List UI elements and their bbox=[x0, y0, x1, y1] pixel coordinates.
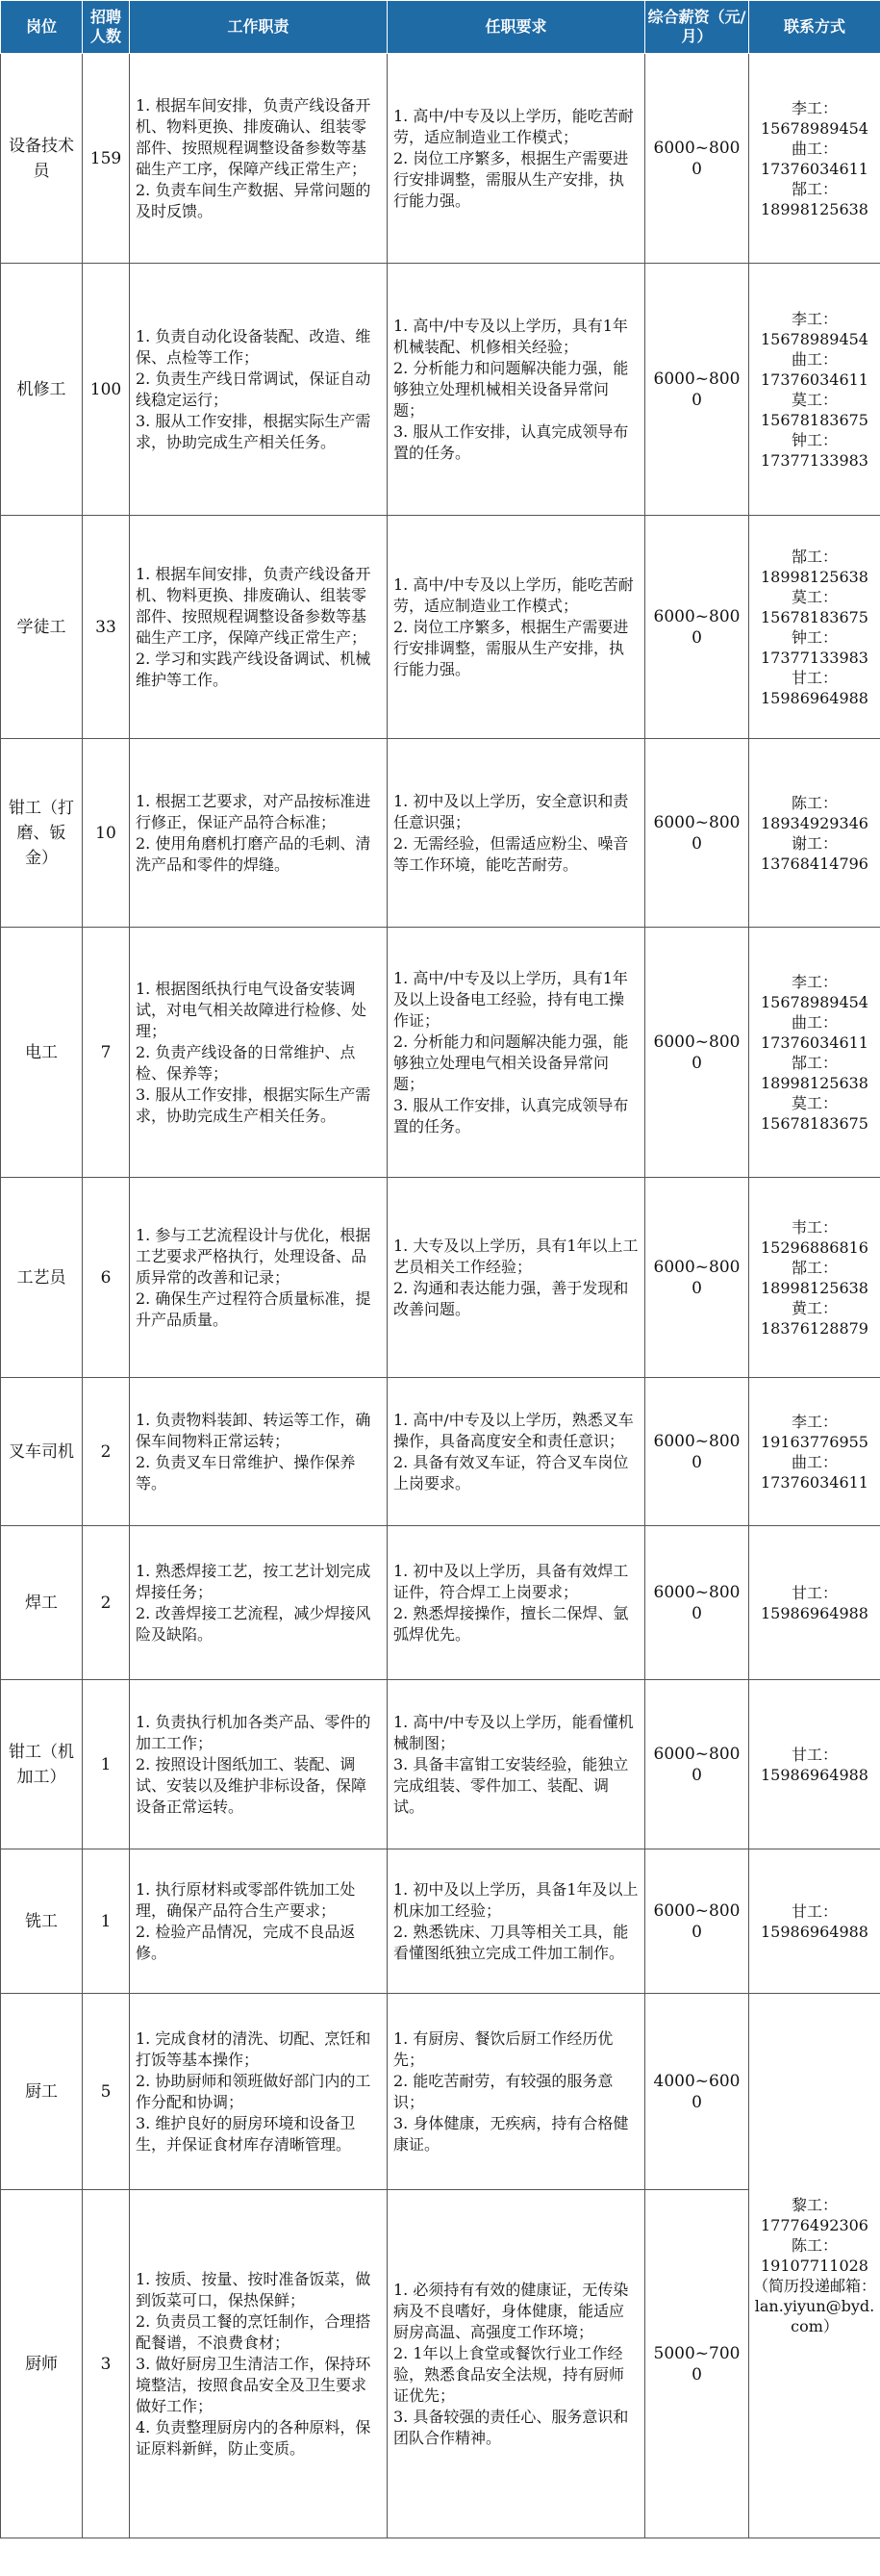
requirements-cell bbox=[388, 1849, 645, 1994]
duties-cell bbox=[130, 516, 388, 739]
requirement-line: 3. 具备丰富钳工安装经验，能独立完成组装、零件加工、装配、调试。 bbox=[393, 1754, 629, 1816]
position-cell: 焊工 bbox=[1, 1526, 83, 1680]
position-cell: 铣工 bbox=[1, 1849, 83, 1994]
table-row bbox=[1, 739, 880, 928]
contact-line: 韦工： bbox=[791, 1217, 838, 1237]
position-cell: 设备技术员 bbox=[1, 54, 83, 264]
salary-cell: 5000~7000 bbox=[645, 2190, 749, 2538]
contact-cell bbox=[749, 1849, 880, 1994]
contact-line: 陈工： bbox=[791, 793, 838, 812]
header-duties: 工作职责 bbox=[130, 1, 388, 54]
contact-line: 莫工： bbox=[791, 390, 838, 409]
contact-cell bbox=[749, 928, 880, 1178]
contact-line: 谢工： bbox=[791, 833, 838, 853]
contact-line: 甘工： bbox=[791, 668, 838, 687]
duty-line: 1. 执行原材料或零部件铣加工处理，确保产品符合生产要求； bbox=[136, 1879, 356, 1920]
table-row bbox=[1, 928, 880, 1178]
duty-line: 2. 确保生产过程符合质量标准，提升产品质量。 bbox=[136, 1288, 371, 1329]
requirements-cell bbox=[388, 1178, 645, 1378]
contact-line: 莫工： bbox=[791, 1093, 838, 1112]
requirement-line: 1. 必须持有有效的健康证，无传染病及不良嗜好，身体健康，能适应厨房高温、高强度工作环境； bbox=[393, 2280, 629, 2341]
contact-line: 15986964988 bbox=[761, 1765, 868, 1784]
contact-line: 曲工： bbox=[791, 139, 838, 158]
requirement-line: 2. 1年以上食堂或餐饮行业工作经验，熟悉食品安全法规，持有厨师证优先； bbox=[393, 2343, 625, 2405]
headcount-cell: 3 bbox=[83, 2190, 130, 2538]
requirements-cell bbox=[388, 1994, 645, 2190]
duty-line: 2. 使用角磨机打磨产品的毛刺、清洗产品和零件的焊缝。 bbox=[136, 833, 371, 874]
contact-line: 曲工： bbox=[791, 1452, 838, 1471]
contact-line: 15678989454 bbox=[761, 992, 868, 1011]
requirement-line: 2. 熟悉铣床、刀具等相关工具，能看懂图纸独立完成工件加工制作。 bbox=[393, 1922, 629, 1962]
duty-line: 2. 负责员工餐的烹饪制作，合理搭配餐谱，不浪费食材； bbox=[136, 2311, 371, 2352]
contact-line: 13768414796 bbox=[761, 854, 868, 873]
contact-line: 15678989454 bbox=[761, 118, 868, 138]
contact-cell bbox=[749, 1178, 880, 1378]
requirement-line: 1. 高中/中专及以上学历，具有1年机械装配、机修相关经验； bbox=[393, 316, 628, 356]
duty-line: 3. 服从工作安排，根据实际生产需求，协助完成生产相关任务。 bbox=[136, 411, 371, 451]
contact-line: 郜工： bbox=[791, 547, 838, 566]
duty-line: 1. 按质、按量、按时准备饭菜，做到饭菜可口，保热保鲜； bbox=[136, 2269, 371, 2309]
duty-line: 2. 负责车间生产数据、异常问题的及时反馈。 bbox=[136, 180, 371, 220]
salary-cell: 6000~8000 bbox=[645, 54, 749, 264]
contact-cell bbox=[749, 739, 880, 928]
duties-cell bbox=[130, 2190, 388, 2538]
duty-line: 2. 学习和实践产线设备调试、机械维护等工作。 bbox=[136, 649, 371, 689]
requirement-line: 1. 高中/中专及以上学历，能吃苦耐劳，适应制造业工作模式； bbox=[393, 574, 634, 615]
contact-line: 李工： bbox=[791, 98, 838, 117]
requirement-line: 1. 大专及以上学历，具有1年以上工艺员相关工作经验； bbox=[393, 1236, 639, 1276]
requirements-cell bbox=[388, 1378, 645, 1526]
contact-line: 黎工： bbox=[791, 2196, 838, 2214]
requirements-cell bbox=[388, 928, 645, 1178]
headcount-cell: 1 bbox=[83, 1680, 130, 1849]
duty-line: 2. 按照设计图纸加工、装配、调试、安装以及维护非标设备，保障设备正常运转。 bbox=[136, 1754, 367, 1816]
requirement-line: 1. 高中/中专及以上学历，能吃苦耐劳，适应制造业工作模式； bbox=[393, 106, 634, 146]
requirement-line: 2. 具备有效叉车证，符合叉车岗位上岗要求。 bbox=[393, 1452, 629, 1492]
table-row bbox=[1, 1178, 880, 1378]
requirements-cell bbox=[388, 2190, 645, 2538]
contact-line: 郜工： bbox=[791, 1258, 838, 1277]
table-row bbox=[1, 516, 880, 739]
contact-line: 甘工： bbox=[791, 1583, 838, 1602]
salary-cell: 4000~6000 bbox=[645, 1994, 749, 2190]
contact-line: 18998125638 bbox=[761, 567, 868, 586]
contact-line: 19107711028 bbox=[761, 2257, 868, 2275]
salary-cell: 6000~8000 bbox=[645, 1378, 749, 1526]
requirements-cell bbox=[388, 264, 645, 516]
salary-cell: 6000~8000 bbox=[645, 1526, 749, 1680]
contact-line: 18376128879 bbox=[761, 1318, 868, 1338]
position-cell: 机修工 bbox=[1, 264, 83, 516]
requirement-line: 3. 身体健康，无疾病，持有合格健康证。 bbox=[393, 2113, 629, 2154]
duties-cell bbox=[130, 1680, 388, 1849]
duty-line: 1. 负责执行机加各类产品、零件的加工工作； bbox=[136, 1712, 371, 1752]
header-salary: 综合薪资（元/月） bbox=[645, 1, 749, 54]
requirement-line: 3. 服从工作安排，认真完成领导布置的任务。 bbox=[393, 421, 629, 462]
duties-cell bbox=[130, 739, 388, 928]
table-row bbox=[1, 264, 880, 516]
requirement-line: 2. 沟通和表达能力强，善于发现和改善问题。 bbox=[393, 1278, 629, 1318]
contact-line: 陈工： bbox=[791, 2236, 838, 2255]
duties-cell bbox=[130, 1849, 388, 1994]
duties-cell bbox=[130, 1178, 388, 1378]
salary-cell: 6000~8000 bbox=[645, 516, 749, 739]
contact-line: 17376034611 bbox=[761, 370, 868, 389]
contact-line: 莫工： bbox=[791, 587, 838, 606]
header-count: 招聘人数 bbox=[83, 1, 130, 54]
kitchen-contact-cell bbox=[749, 1994, 880, 2538]
contact-line: 17376034611 bbox=[761, 159, 868, 178]
duty-line: 1. 根据车间安排，负责产线设备开机、物料更换、排废确认、组装零部件、按照规程调整设备参数等基础生产工序，保障产线正常生产； bbox=[136, 95, 371, 178]
salary-cell: 6000~8000 bbox=[645, 264, 749, 516]
duty-line: 1. 根据车间安排，负责产线设备开机、物料更换、排废确认、组装零部件、按照规程调整设备参数等基础生产工序，保障产线正常生产； bbox=[136, 564, 371, 647]
headcount-cell: 2 bbox=[83, 1378, 130, 1526]
table-row bbox=[1, 1378, 880, 1526]
requirement-line: 2. 岗位工序繁多，根据生产需要进行安排调整，需服从生产安排，执行能力强。 bbox=[393, 148, 629, 210]
headcount-cell: 100 bbox=[83, 264, 130, 516]
duty-line: 3. 服从工作安排，根据实际生产需求，协助完成生产相关任务。 bbox=[136, 1084, 371, 1125]
contact-line: 15986964988 bbox=[761, 1603, 868, 1622]
table-body bbox=[1, 54, 880, 2538]
headcount-cell: 2 bbox=[83, 1526, 130, 1680]
duty-line: 1. 负责物料装卸、转运等工作，确保车间物料正常运转； bbox=[136, 1410, 371, 1450]
salary-cell: 6000~8000 bbox=[645, 1680, 749, 1849]
duties-cell bbox=[130, 1994, 388, 2190]
position-cell: 钳工（打磨、钣金） bbox=[1, 739, 83, 928]
contact-line: 钟工： bbox=[791, 627, 838, 647]
requirement-line: 2. 无需经验，但需适应粉尘、噪音等工作环境，能吃苦耐劳。 bbox=[393, 833, 629, 874]
contact-cell bbox=[749, 54, 880, 264]
position-cell: 电工 bbox=[1, 928, 83, 1178]
table-row bbox=[1, 54, 880, 264]
duty-line: 3. 维护良好的厨房环境和设备卫生，并保证食材库存清晰管理。 bbox=[136, 2113, 356, 2154]
contact-cell bbox=[749, 1526, 880, 1680]
contact-line: 甘工： bbox=[791, 1745, 838, 1764]
requirement-line: 2. 分析能力和问题解决能力强，能够独立处理机械相关设备异常问题； bbox=[393, 358, 629, 420]
requirements-cell bbox=[388, 739, 645, 928]
contact-line: 17376034611 bbox=[761, 1033, 868, 1052]
contact-line: 钟工： bbox=[791, 430, 838, 449]
duty-line: 3. 做好厨房卫生清洁工作，保持环境整洁，按照食品安全及卫生要求做好工作； bbox=[136, 2354, 371, 2415]
contact-cell bbox=[749, 264, 880, 516]
headcount-cell: 7 bbox=[83, 928, 130, 1178]
requirement-line: 1. 初中及以上学历，安全意识和责任意识强； bbox=[393, 791, 629, 831]
contact-line: 15986964988 bbox=[761, 688, 868, 707]
headcount-cell: 1 bbox=[83, 1849, 130, 1994]
contact-line: 15296886816 bbox=[761, 1237, 868, 1257]
duty-line: 2. 负责叉车日常维护、操作保养等。 bbox=[136, 1452, 356, 1492]
duty-line: 1. 熟悉焊接工艺，按工艺计划完成焊接任务； bbox=[136, 1561, 371, 1601]
contact-line: 19163776955 bbox=[761, 1432, 868, 1451]
requirement-line: 2. 能吃苦耐劳，有较强的服务意识； bbox=[393, 2071, 614, 2111]
requirement-line: 1. 有厨房、餐饮后厨工作经历优先； bbox=[393, 2028, 614, 2069]
contact-line: 17376034611 bbox=[761, 1472, 868, 1492]
contact-line: 15678183675 bbox=[761, 1113, 868, 1133]
table-row bbox=[1, 1526, 880, 1680]
requirement-line: 1. 初中及以上学历，具备有效焊工证件，符合焊工上岗要求； bbox=[393, 1561, 629, 1601]
contact-line: 15678183675 bbox=[761, 410, 868, 429]
duty-line: 1. 根据图纸执行电气设备安装调试，对电气相关故障进行检修、处理； bbox=[136, 979, 367, 1040]
duty-line: 1. 负责自动化设备装配、改造、维保、点检等工作； bbox=[136, 326, 371, 367]
headcount-cell: 10 bbox=[83, 739, 130, 928]
duty-line: 2. 负责生产线日常调试，保证自动线稳定运行； bbox=[136, 369, 371, 409]
contact-line: （简历投递邮箱： bbox=[752, 2277, 876, 2295]
table-row bbox=[1, 2190, 880, 2538]
headcount-cell: 159 bbox=[83, 54, 130, 264]
contact-cell bbox=[749, 1378, 880, 1526]
header-contact: 联系方式 bbox=[749, 1, 880, 54]
position-cell: 叉车司机 bbox=[1, 1378, 83, 1526]
duties-cell bbox=[130, 54, 388, 264]
duty-line: 2. 负责产线设备的日常维护、点检、保养等； bbox=[136, 1042, 356, 1083]
header-row bbox=[1, 1, 880, 54]
position-cell: 学徒工 bbox=[1, 516, 83, 739]
contact-line: 18934929346 bbox=[761, 813, 868, 832]
contact-cell bbox=[749, 516, 880, 739]
contact-line: 李工： bbox=[791, 309, 838, 328]
duties-cell bbox=[130, 1526, 388, 1680]
contact-line: 18998125638 bbox=[761, 199, 868, 218]
table-row bbox=[1, 1680, 880, 1849]
position-cell: 钳工（机加工） bbox=[1, 1680, 83, 1849]
contact-line: 甘工： bbox=[791, 1901, 838, 1921]
requirements-cell bbox=[388, 54, 645, 264]
contact-line: 15986964988 bbox=[761, 1922, 868, 1941]
duties-cell bbox=[130, 1378, 388, 1526]
duty-line: 2. 协助厨师和领班做好部门内的工作分配和协调； bbox=[136, 2071, 371, 2111]
requirement-line: 2. 岗位工序繁多，根据生产需要进行安排调整，需服从生产安排，执行能力强。 bbox=[393, 617, 629, 678]
header-position: 岗位 bbox=[1, 1, 83, 54]
requirement-line: 2. 熟悉焊接操作，擅长二保焊、氩弧焊优先。 bbox=[393, 1603, 629, 1644]
headcount-cell: 6 bbox=[83, 1178, 130, 1378]
headcount-cell: 33 bbox=[83, 516, 130, 739]
contact-line: 郜工： bbox=[791, 179, 838, 198]
position-cell: 厨师 bbox=[1, 2190, 83, 2538]
headcount-cell: 5 bbox=[83, 1994, 130, 2190]
contact-line: 17377133983 bbox=[761, 648, 868, 667]
requirements-cell bbox=[388, 1526, 645, 1680]
requirement-line: 3. 具备较强的责任心、服务意识和团队合作精神。 bbox=[393, 2407, 629, 2447]
contact-line: 黄工： bbox=[791, 1298, 838, 1317]
contact-line: 李工： bbox=[791, 1412, 838, 1431]
duty-line: 1. 根据工艺要求，对产品按标准进行修正，保证产品符合标准； bbox=[136, 791, 371, 831]
contact-line: 17377133983 bbox=[761, 450, 868, 470]
duty-line: 2. 改善焊接工艺流程，减少焊接风险及缺陷。 bbox=[136, 1603, 371, 1644]
duty-line: 1. 完成食材的清洗、切配、烹饪和打饭等基本操作； bbox=[136, 2028, 371, 2069]
header-requirements: 任职要求 bbox=[388, 1, 645, 54]
salary-cell: 6000~8000 bbox=[645, 1849, 749, 1994]
requirement-line: 2. 分析能力和问题解决能力强，能够独立处理电气相关设备异常问题； bbox=[393, 1032, 629, 1093]
contact-line: 15678989454 bbox=[761, 329, 868, 348]
contact-cell bbox=[749, 1680, 880, 1849]
requirement-line: 1. 初中及以上学历，具备1年及以上机床加工经验； bbox=[393, 1879, 639, 1920]
position-cell: 厨工 bbox=[1, 1994, 83, 2190]
contact-line: 郜工： bbox=[791, 1053, 838, 1072]
contact-line: lan.yiyun@byd.com） bbox=[754, 2297, 875, 2335]
table-row bbox=[1, 1849, 880, 1994]
contact-line: 17776492306 bbox=[761, 2216, 868, 2234]
requirement-line: 1. 高中/中专及以上学历，具有1年及以上设备电工经验，持有电工操作证； bbox=[393, 968, 628, 1030]
duty-line: 2. 检验产品情况，完成不良品返修。 bbox=[136, 1922, 356, 1962]
duties-cell bbox=[130, 264, 388, 516]
duty-line: 4. 负责整理厨房内的各种原料，保证原料新鲜，防止变质。 bbox=[136, 2417, 371, 2458]
contact-line: 18998125638 bbox=[761, 1278, 868, 1297]
duty-line: 1. 参与工艺流程设计与优化，根据工艺要求严格执行，处理设备、品质异常的改善和记录； bbox=[136, 1225, 371, 1287]
requirement-line: 1. 高中/中专及以上学历，熟悉叉车操作，具备高度安全和责任意识； bbox=[393, 1410, 634, 1450]
requirements-cell bbox=[388, 1680, 645, 1849]
contact-line: 曲工： bbox=[791, 349, 838, 369]
table-row bbox=[1, 1994, 880, 2190]
duties-cell bbox=[130, 928, 388, 1178]
position-cell: 工艺员 bbox=[1, 1178, 83, 1378]
requirement-line: 1. 高中/中专及以上学历，能看懂机械制图； bbox=[393, 1712, 634, 1752]
contact-line: 李工： bbox=[791, 972, 838, 991]
salary-cell: 6000~8000 bbox=[645, 928, 749, 1178]
contact-line: 曲工： bbox=[791, 1012, 838, 1032]
contact-line: 18998125638 bbox=[761, 1073, 868, 1092]
requirements-cell bbox=[388, 516, 645, 739]
requirement-line: 3. 服从工作安排，认真完成领导布置的任务。 bbox=[393, 1095, 629, 1135]
salary-cell: 6000~8000 bbox=[645, 1178, 749, 1378]
contact-line: 15678183675 bbox=[761, 607, 868, 626]
salary-cell: 6000~8000 bbox=[645, 739, 749, 928]
